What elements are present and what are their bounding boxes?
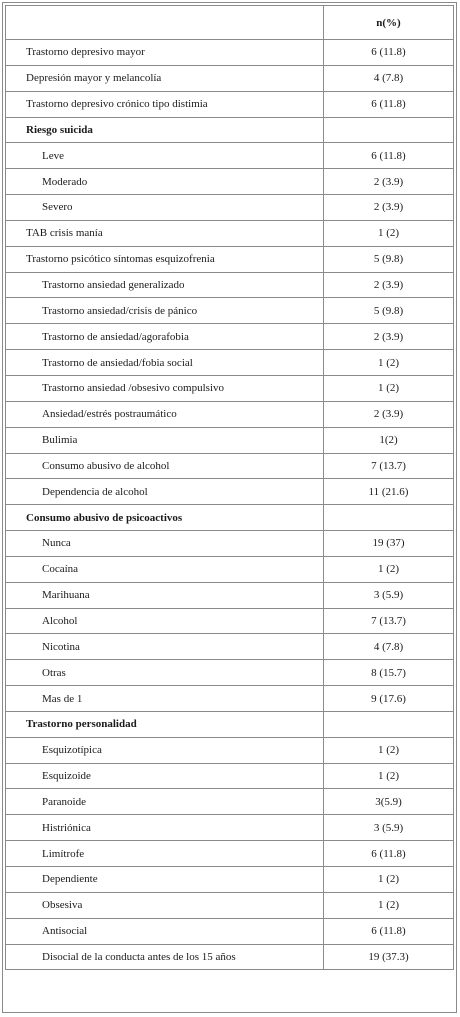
table-row: [6, 582, 454, 608]
row-value: 6 (11.8): [324, 918, 454, 944]
table-row: [6, 453, 454, 479]
table-row: [6, 815, 454, 841]
row-value: 1 (2): [324, 737, 454, 763]
table-row: [6, 401, 454, 427]
row-value: 6 (11.8): [324, 841, 454, 867]
row-label: Cocaína: [6, 556, 324, 582]
row-label: Disocial de la conducta antes de los 15 años: [6, 944, 324, 970]
row-value: 4 (7.8): [324, 634, 454, 660]
table-row: [6, 427, 454, 453]
row-label: Trastorno ansiedad generalizado: [6, 272, 324, 298]
row-label: Antisocial: [6, 918, 324, 944]
row-label: Riesgo suicida: [6, 117, 324, 143]
row-label: Alcohol: [6, 608, 324, 634]
row-label: Dependiente: [6, 867, 324, 893]
row-value: 4 (7.8): [324, 65, 454, 91]
row-label: TAB crisis manía: [6, 220, 324, 246]
table-row: [6, 737, 454, 763]
row-value: 1(2): [324, 427, 454, 453]
table-row: [6, 324, 454, 350]
section-row: [6, 711, 454, 737]
row-value: 3(5.9): [324, 789, 454, 815]
table-row: [6, 634, 454, 660]
row-value: 1 (2): [324, 220, 454, 246]
row-value: 5 (9.8): [324, 298, 454, 324]
table-row: [6, 91, 454, 117]
row-value: 2 (3.9): [324, 324, 454, 350]
table-row: [6, 375, 454, 401]
table-row: [6, 531, 454, 557]
table-row: [6, 892, 454, 918]
row-label: Histriónica: [6, 815, 324, 841]
header-row: [6, 6, 454, 40]
row-value: 1 (2): [324, 892, 454, 918]
row-value: 2 (3.9): [324, 401, 454, 427]
header-label-cell: [6, 6, 324, 40]
row-label: Dependencia de alcohol: [6, 479, 324, 505]
row-label: Paranoide: [6, 789, 324, 815]
row-label: Leve: [6, 143, 324, 169]
row-value: [324, 117, 454, 143]
table-row: [6, 65, 454, 91]
row-value: 7 (13.7): [324, 608, 454, 634]
row-label: Marihuana: [6, 582, 324, 608]
section-row: [6, 505, 454, 531]
row-value: 2 (3.9): [324, 272, 454, 298]
row-label: Esquizoide: [6, 763, 324, 789]
row-value: 2 (3.9): [324, 169, 454, 195]
row-label: Severo: [6, 195, 324, 221]
row-label: Trastorno depresivo mayor: [6, 40, 324, 66]
row-value: 8 (15.7): [324, 660, 454, 686]
row-value: 9 (17.6): [324, 686, 454, 712]
row-label: Moderado: [6, 169, 324, 195]
table-row: [6, 867, 454, 893]
table-row: [6, 686, 454, 712]
table-row: [6, 608, 454, 634]
table-row: [6, 944, 454, 970]
table-row: [6, 841, 454, 867]
row-value: 3 (5.9): [324, 815, 454, 841]
row-label: Consumo abusivo de alcohol: [6, 453, 324, 479]
diagnosis-table: [5, 5, 454, 970]
row-value: 1 (2): [324, 556, 454, 582]
row-label: Esquizotípica: [6, 737, 324, 763]
row-value: 5 (9.8): [324, 246, 454, 272]
row-label: Trastorno ansiedad /obsesivo compulsivo: [6, 375, 324, 401]
table-row: [6, 763, 454, 789]
row-value: 11 (21.6): [324, 479, 454, 505]
table-row: [6, 246, 454, 272]
row-label: Trastorno de ansiedad/fobia social: [6, 350, 324, 376]
table-row: [6, 40, 454, 66]
row-value: 1 (2): [324, 350, 454, 376]
row-value: 7 (13.7): [324, 453, 454, 479]
row-value: 2 (3.9): [324, 195, 454, 221]
row-label: Mas de 1: [6, 686, 324, 712]
row-label: Ansiedad/estrés postraumático: [6, 401, 324, 427]
row-label: Trastorno depresivo crónico tipo distimia: [6, 91, 324, 117]
table-row: [6, 479, 454, 505]
table-row: [6, 298, 454, 324]
table-row: [6, 350, 454, 376]
row-value: 19 (37): [324, 531, 454, 557]
row-value: [324, 711, 454, 737]
row-value: 6 (11.8): [324, 91, 454, 117]
row-label: Obsesiva: [6, 892, 324, 918]
row-value: 1 (2): [324, 375, 454, 401]
table-row: [6, 918, 454, 944]
row-label: Depresión mayor y melancolía: [6, 65, 324, 91]
table-row: [6, 789, 454, 815]
table-row: [6, 169, 454, 195]
table-row: [6, 660, 454, 686]
row-value: 1 (2): [324, 867, 454, 893]
row-label: Otras: [6, 660, 324, 686]
row-value: 1 (2): [324, 763, 454, 789]
table-row: [6, 220, 454, 246]
row-value: [324, 505, 454, 531]
table-row: [6, 272, 454, 298]
row-label: Consumo abusivo de psicoactivos: [6, 505, 324, 531]
row-value: 3 (5.9): [324, 582, 454, 608]
row-label: Nunca: [6, 531, 324, 557]
header-value-cell: n(%): [324, 6, 454, 40]
row-value: 6 (11.8): [324, 40, 454, 66]
row-label: Limítrofe: [6, 841, 324, 867]
row-label: Nicotina: [6, 634, 324, 660]
table-row: [6, 143, 454, 169]
row-label: Trastorno ansiedad/crisis de pánico: [6, 298, 324, 324]
row-value: 6 (11.8): [324, 143, 454, 169]
table-row: [6, 556, 454, 582]
table-row: [6, 195, 454, 221]
row-label: Trastorno personalidad: [6, 711, 324, 737]
section-row: [6, 117, 454, 143]
row-label: Trastorno psicótico síntomas esquizofrenia: [6, 246, 324, 272]
table-body: [6, 6, 454, 970]
row-label: Trastorno de ansiedad/agorafobia: [6, 324, 324, 350]
row-label: Bulimia: [6, 427, 324, 453]
row-value: 19 (37.3): [324, 944, 454, 970]
